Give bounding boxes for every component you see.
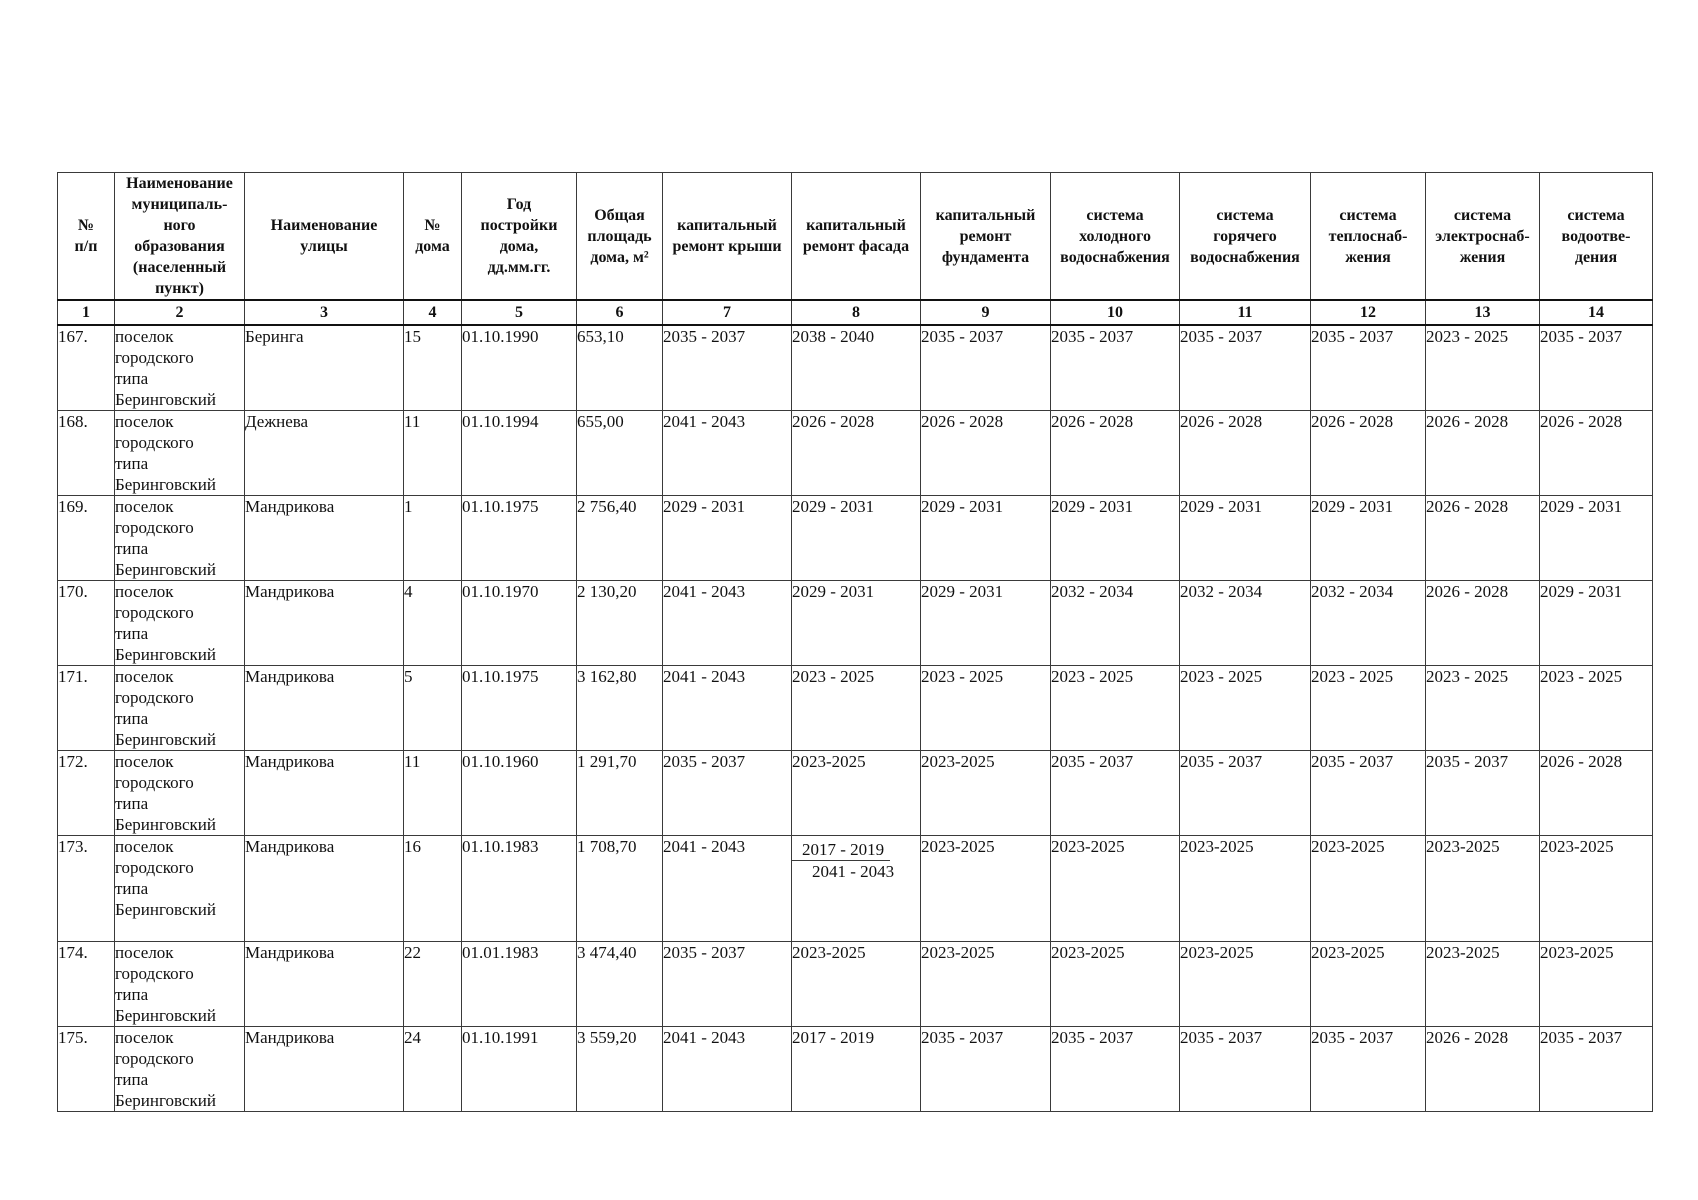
facade-repair-cell: 2023-2025 [792,942,921,1027]
header-cold-water: система холодного водоснабжения [1051,173,1180,301]
column-number-row [58,300,1653,325]
house-number-cell: 4 [404,581,462,666]
foundation-repair-cell: 2026 - 2028 [921,411,1051,496]
table-row [58,581,1653,666]
build-date-cell: 01.01.1983 [462,942,577,1027]
foundation-repair-cell: 2023-2025 [921,836,1051,942]
facade-repair-cell: 2023 - 2025 [792,666,921,751]
table-row [58,836,1653,942]
total-area-cell: 2 756,40 [577,496,663,581]
build-date-cell: 01.10.1990 [462,325,577,411]
house-number-cell: 5 [404,666,462,751]
cold-water-cell: 2023-2025 [1051,942,1180,1027]
hot-water-cell: 2032 - 2034 [1180,581,1311,666]
facade-repair-secondary: 2041 - 2043 [812,862,895,881]
foundation-repair-cell: 2023-2025 [921,942,1051,1027]
column-number: 10 [1051,300,1180,325]
foundation-repair-cell: 2029 - 2031 [921,496,1051,581]
electricity-cell: 2026 - 2028 [1426,581,1540,666]
facade-repair-cell: 2029 - 2031 [792,581,921,666]
roof-repair-cell: 2041 - 2043 [663,581,792,666]
roof-repair-cell: 2029 - 2031 [663,496,792,581]
electricity-cell: 2026 - 2028 [1426,1027,1540,1112]
sewage-cell: 2023 - 2025 [1540,666,1653,751]
heating-cell: 2023 - 2025 [1311,666,1426,751]
street-cell: Мандрикова [245,942,404,1027]
street-cell: Мандрикова [245,836,404,942]
table-row [58,411,1653,496]
table-row [58,942,1653,1027]
total-area-cell: 3 559,20 [577,1027,663,1112]
build-date-cell: 01.10.1983 [462,836,577,942]
house-number-cell: 24 [404,1027,462,1112]
column-number: 4 [404,300,462,325]
total-area-cell: 3 474,40 [577,942,663,1027]
municipality-cell: поселок городского типа Беринговский [115,1027,245,1112]
column-number: 9 [921,300,1051,325]
facade-repair-cell: 2026 - 2028 [792,411,921,496]
electricity-cell: 2026 - 2028 [1426,411,1540,496]
total-area-cell: 3 162,80 [577,666,663,751]
column-number: 11 [1180,300,1311,325]
sewage-cell: 2026 - 2028 [1540,751,1653,836]
header-foundation-repair: капитальный ремонт фундамента [921,173,1051,301]
capital-repair-schedule-table [57,172,1653,1112]
build-date-cell: 01.10.1994 [462,411,577,496]
table-header [58,173,1653,326]
table-row [58,325,1653,411]
header-electricity: система электроснаб- жения [1426,173,1540,301]
row-index-cell: 173. [58,836,115,942]
roof-repair-cell: 2041 - 2043 [663,411,792,496]
total-area-cell: 2 130,20 [577,581,663,666]
header-build-date: Год постройки дома, дд.мм.гг. [462,173,577,301]
header-street: Наименование улицы [245,173,404,301]
heating-cell: 2023-2025 [1311,836,1426,942]
column-number: 14 [1540,300,1653,325]
street-cell: Мандрикова [245,751,404,836]
build-date-cell: 01.10.1960 [462,751,577,836]
street-cell: Мандрикова [245,581,404,666]
column-number: 13 [1426,300,1540,325]
cold-water-cell: 2026 - 2028 [1051,411,1180,496]
header-sewage: система водоотве- дения [1540,173,1653,301]
house-number-cell: 11 [404,411,462,496]
row-index-cell: 175. [58,1027,115,1112]
header-house-number: № дома [404,173,462,301]
header-heating: система теплоснаб- жения [1311,173,1426,301]
row-index-cell: 172. [58,751,115,836]
build-date-cell: 01.10.1975 [462,666,577,751]
column-number: 2 [115,300,245,325]
sewage-cell: 2026 - 2028 [1540,411,1653,496]
row-index-cell: 168. [58,411,115,496]
facade-repair-primary: 2017 - 2019 [802,840,885,859]
electricity-cell: 2023 - 2025 [1426,325,1540,411]
header-row [58,173,1653,301]
hot-water-cell: 2026 - 2028 [1180,411,1311,496]
municipality-cell: поселок городского типа Беринговский [115,581,245,666]
street-cell: Мандрикова [245,666,404,751]
column-number: 8 [792,300,921,325]
municipality-cell: поселок городского типа Беринговский [115,411,245,496]
cold-water-cell: 2029 - 2031 [1051,496,1180,581]
table-row [58,751,1653,836]
sewage-cell: 2029 - 2031 [1540,581,1653,666]
row-index-cell: 171. [58,666,115,751]
header-index: № п/п [58,173,115,301]
sewage-cell: 2029 - 2031 [1540,496,1653,581]
cold-water-cell: 2032 - 2034 [1051,581,1180,666]
build-date-cell: 01.10.1991 [462,1027,577,1112]
column-number: 7 [663,300,792,325]
sewage-cell: 2035 - 2037 [1540,325,1653,411]
house-number-cell: 16 [404,836,462,942]
foundation-repair-cell: 2029 - 2031 [921,581,1051,666]
house-number-cell: 22 [404,942,462,1027]
street-cell: Беринга [245,325,404,411]
table-body [58,325,1653,1112]
municipality-cell: поселок городского типа Беринговский [115,751,245,836]
column-number: 1 [58,300,115,325]
house-number-cell: 15 [404,325,462,411]
row-index-cell: 167. [58,325,115,411]
facade-repair-cell: 2038 - 2040 [792,325,921,411]
total-area-cell: 1 291,70 [577,751,663,836]
foundation-repair-cell: 2023 - 2025 [921,666,1051,751]
electricity-cell: 2023-2025 [1426,836,1540,942]
roof-repair-cell: 2041 - 2043 [663,666,792,751]
municipality-cell: поселок городского типа Беринговский [115,325,245,411]
house-number-cell: 1 [404,496,462,581]
heating-cell: 2026 - 2028 [1311,411,1426,496]
table-row [58,1027,1653,1112]
foundation-repair-cell: 2035 - 2037 [921,1027,1051,1112]
column-number: 12 [1311,300,1426,325]
street-cell: Дежнева [245,411,404,496]
facade-repair-cell: 2017 - 2019 [792,1027,921,1112]
heating-cell: 2029 - 2031 [1311,496,1426,581]
heating-cell: 2035 - 2037 [1311,751,1426,836]
roof-repair-cell: 2035 - 2037 [663,942,792,1027]
cold-water-cell: 2035 - 2037 [1051,1027,1180,1112]
sewage-cell: 2023-2025 [1540,836,1653,942]
sewage-cell: 2023-2025 [1540,942,1653,1027]
facade-repair-cell: 2023-2025 [792,751,921,836]
roof-repair-cell: 2041 - 2043 [663,836,792,942]
electricity-cell: 2026 - 2028 [1426,496,1540,581]
cold-water-cell: 2035 - 2037 [1051,325,1180,411]
column-number: 3 [245,300,404,325]
hot-water-cell: 2029 - 2031 [1180,496,1311,581]
house-number-cell: 11 [404,751,462,836]
row-index-cell: 170. [58,581,115,666]
hot-water-cell: 2023-2025 [1180,836,1311,942]
build-date-cell: 01.10.1975 [462,496,577,581]
hot-water-cell: 2023-2025 [1180,942,1311,1027]
row-index-cell: 169. [58,496,115,581]
cold-water-cell: 2023 - 2025 [1051,666,1180,751]
column-number: 5 [462,300,577,325]
build-date-cell: 01.10.1970 [462,581,577,666]
hot-water-cell: 2035 - 2037 [1180,1027,1311,1112]
street-cell: Мандрикова [245,496,404,581]
electricity-cell: 2035 - 2037 [1426,751,1540,836]
total-area-cell: 655,00 [577,411,663,496]
electricity-cell: 2023-2025 [1426,942,1540,1027]
electricity-cell: 2023 - 2025 [1426,666,1540,751]
heating-cell: 2023-2025 [1311,942,1426,1027]
header-total-area: Общая площадь дома, м² [577,173,663,301]
total-area-cell: 1 708,70 [577,836,663,942]
header-roof-repair: капитальный ремонт крыши [663,173,792,301]
roof-repair-cell: 2035 - 2037 [663,325,792,411]
heating-cell: 2035 - 2037 [1311,325,1426,411]
roof-repair-cell: 2035 - 2037 [663,751,792,836]
row-index-cell: 174. [58,942,115,1027]
facade-repair-cell [792,836,921,942]
foundation-repair-cell: 2035 - 2037 [921,325,1051,411]
table-row [58,496,1653,581]
roof-repair-cell: 2041 - 2043 [663,1027,792,1112]
sewage-cell: 2035 - 2037 [1540,1027,1653,1112]
hot-water-cell: 2023 - 2025 [1180,666,1311,751]
municipality-cell: поселок городского типа Беринговский [115,942,245,1027]
hot-water-cell: 2035 - 2037 [1180,325,1311,411]
municipality-cell: поселок городского типа Беринговский [115,836,245,942]
total-area-cell: 653,10 [577,325,663,411]
cold-water-cell: 2035 - 2037 [1051,751,1180,836]
cold-water-cell: 2023-2025 [1051,836,1180,942]
table-row [58,666,1653,751]
facade-repair-cell: 2029 - 2031 [792,496,921,581]
header-facade-repair: капитальный ремонт фасада [792,173,921,301]
header-hot-water: система горячего водоснабжения [1180,173,1311,301]
municipality-cell: поселок городского типа Беринговский [115,496,245,581]
street-cell: Мандрикова [245,1027,404,1112]
header-municipality: Наименование муниципаль- ного образования (населенный пункт) [115,173,245,301]
foundation-repair-cell: 2023-2025 [921,751,1051,836]
column-number: 6 [577,300,663,325]
heating-cell: 2035 - 2037 [1311,1027,1426,1112]
hot-water-cell: 2035 - 2037 [1180,751,1311,836]
municipality-cell: поселок городского типа Беринговский [115,666,245,751]
heating-cell: 2032 - 2034 [1311,581,1426,666]
